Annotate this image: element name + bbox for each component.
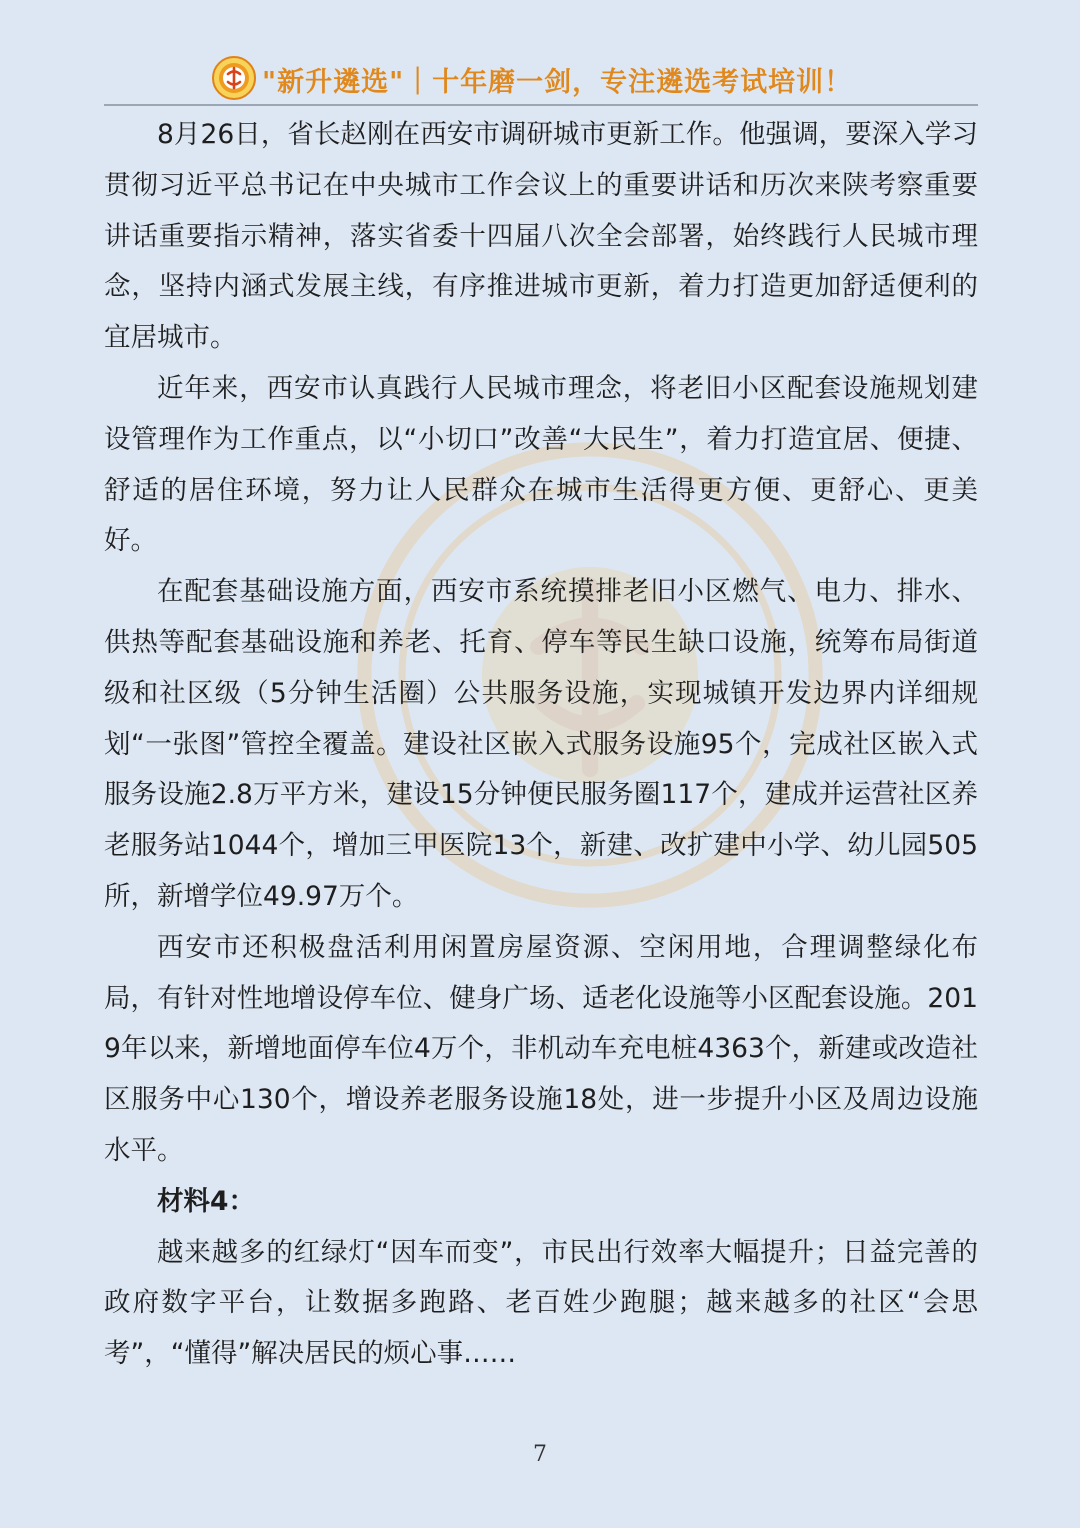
paragraph: 近年来，西安市认真践行人民城市理念，将老旧小区配套设施规划建设管理作为工作重点，以“小切口”改善“大民生”，着力打造宜居、便捷、舒适的居住环境，努力让人民群众在城市生活得更方便、更舒心、更美好。 xyxy=(104,372,978,557)
material-heading: 材料4： xyxy=(157,1185,255,1217)
paragraph: 8月26日，省长赵刚在西安市调研城市更新工作。他强调，要深入学习贯彻习近平总书记在中央城市工作会议上的重要讲话和历次来陕考察重要讲话重要指示精神，落实省委十四届八次全会部署，始终践行人民城市理念，坚持内涵式发展主线，有序推进城市更新，着力打造更加舒适便利的宜居城市。 xyxy=(104,119,978,354)
paragraph: 西安市还积极盘活利用闲置房屋资源、空闲用地，合理调整绿化布局，有针对性地增设停车位、健身广场、适老化设施等小区配套设施。2019年以来，新增地面停车位4万个，非机动车充电桩4363个，新建或改造社区服务中心130个，增设养老服务设施18处，进一步提升小区及周边设施水平。 xyxy=(104,931,978,1166)
page-header xyxy=(104,52,978,106)
xinsheng-logo-icon xyxy=(212,56,256,100)
page-number: 7 xyxy=(533,1442,547,1467)
header-slogan: "新升遴选"｜十年磨一剑，专注遴选考试培训！ xyxy=(262,67,853,98)
material-paragraph: 越来越多的红绿灯“因车而变”，市民出行效率大幅提升；日益完善的政府数字平台，让数据多跑路、老百姓少跑腿；越来越多的社区“会思考”，“懂得”解决居民的烦心事…… xyxy=(104,1236,978,1370)
document-body xyxy=(104,110,978,1380)
paragraph: 在配套基础设施方面，西安市系统摸排老旧小区燃气、电力、排水、供热等配套基础设施和养老、托育、停车等民生缺口设施，统筹布局街道级和社区级（5分钟生活圈）公共服务设施，实现城镇开发边界内详细规划“一张图”管控全覆盖。建设社区嵌入式服务设施95个，完成社区嵌入式服务设施2.8万平方米，建设15分钟便民服务圈117个，建成并运营社区养老服务站1044个，增加三甲医院13个，新建、改扩建中小学、幼儿园505所，新增学位49.97万个。 xyxy=(104,576,978,912)
